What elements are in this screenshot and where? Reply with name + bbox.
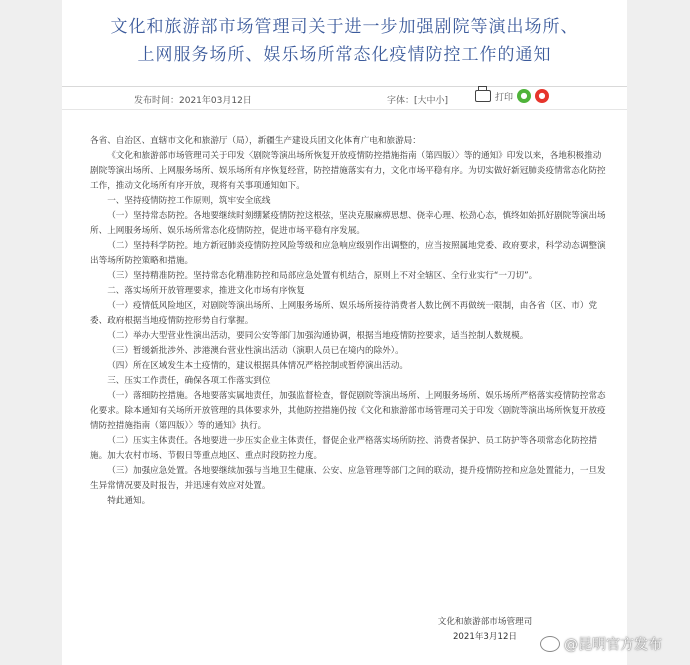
paragraph: 《文化和旅游部市场管理司关于印发〈剧院等演出场所恢复开放疫情防控措施指南（第四版）〉等的通知》印发以来，各地积极推动剧院等演出场所、上网服务场所、娱乐场所有序恢复经营，防控措施落实有力，文化市场平稳有序。为切实做好新冠肺炎疫情常态化防控工作，推动文化场所有序开放，现将有关事项通知如下。	[90, 151, 606, 191]
watermark-text: @昆明官方发布	[564, 637, 662, 653]
print-icon[interactable]	[475, 90, 491, 102]
paragraph: （一）落细防控措施。各地要落实属地责任，加强监督检查，督促剧院等演出场所、上网服务场所、娱乐场所严格落实疫情防控常态化要求。除本通知有关场所开放管理的具体要求外，其他防控措施仍按《文化和旅游部市场管理司关于印发〈剧院等演出场所恢复开放疫情防控措施指南（第四版）〉等的通知》执行。	[90, 391, 606, 431]
share-tools	[475, 89, 549, 103]
paragraph: （一）疫情低风险地区，对剧院等演出场所、上网服务场所、娱乐场所接待消费者人数比例不再做统一限制，由各省（区、市）党委、政府根据当地疫情防控形势自行掌握。	[90, 301, 598, 326]
document-title-line2: 上网服务场所、娱乐场所常态化疫情防控工作的通知	[137, 45, 552, 65]
font-size-selector[interactable]: 字体：[大中小]	[387, 96, 449, 106]
paragraph: 三、压实工作责任，确保各项工作落实到位	[107, 376, 271, 386]
publish-date: 发布时间：2021年03月12日	[134, 96, 252, 106]
paragraph: 二、落实场所开放管理要求，推进文化市场有序恢复	[107, 286, 305, 296]
document-body	[90, 134, 608, 509]
paragraph: （二）压实主体责任。各地要进一步压实企业主体责任，督促企业严格落实场所防控、消费者保护、员工防护等各项常态化防控措施。加大农村市场、节假日等重点地区、重点时段防控力度。	[90, 436, 598, 461]
paragraph: （三）暂缓新批涉外、涉港澳台营业性演出活动（演职人员已在境内的除外）。	[107, 346, 404, 356]
wechat-icon[interactable]: ●	[517, 89, 531, 103]
document-title-line1: 文化和旅游部市场管理司关于进一步加强剧院等演出场所、	[110, 17, 579, 37]
paragraph: 一、坚持疫情防控工作原则，筑牢安全底线	[107, 196, 271, 206]
signature-block	[420, 615, 550, 645]
paragraph: （一）坚持常态防控。各地要继续时刻绷紧疫情防控这根弦，坚决克服麻痹思想、侥幸心理、松劲心态，慎终如始抓好剧院等演出场所、上网服务场所、娱乐场所常态化疫情防控，促进市场平稳有序发展。	[90, 211, 606, 236]
signature-org: 文化和旅游部市场管理司	[437, 617, 533, 627]
paragraph: 各省、自治区、直辖市文化和旅游厅（局），新疆生产建设兵团文化体育广电和旅游局：	[90, 136, 421, 146]
weibo-icon[interactable]: ●	[535, 89, 549, 103]
paragraph: （三）坚持精准防控。坚持常态化精准防控和局部应急处置有机结合，原则上不对全辖区、全行业实行“一刀切”。	[107, 271, 538, 281]
meta-bar	[62, 86, 627, 110]
paragraph: （三）加强应急处置。各地要继续加强与当地卫生健康、公安、应急管理等部门之间的联动，提升疫情防控和应急处置能力，一旦发生异常情况要及时报告，并迅速有效应对处置。	[90, 466, 606, 491]
signature-date: 2021年3月12日	[452, 632, 518, 642]
watermark	[540, 634, 662, 654]
paragraph: （二）坚持科学防控。地方新冠肺炎疫情防控风险等级和应急响应级别作出调整的，应当按照属地党委、政府要求，科学动态调整演出等场所防控策略和措施。	[90, 241, 606, 266]
paragraph: 特此通知。	[107, 496, 151, 506]
print-link[interactable]: 打印	[495, 92, 514, 103]
paragraph: （二）举办大型营业性演出活动，要同公安等部门加强沟通协调，根据当地疫情防控要求，适当控制人数规模。	[107, 331, 529, 341]
paragraph: （四）所在区域发生本土疫情的，建议根据具体情况严格控制或暂停演出活动。	[107, 361, 408, 371]
weibo-logo-icon	[540, 636, 560, 652]
